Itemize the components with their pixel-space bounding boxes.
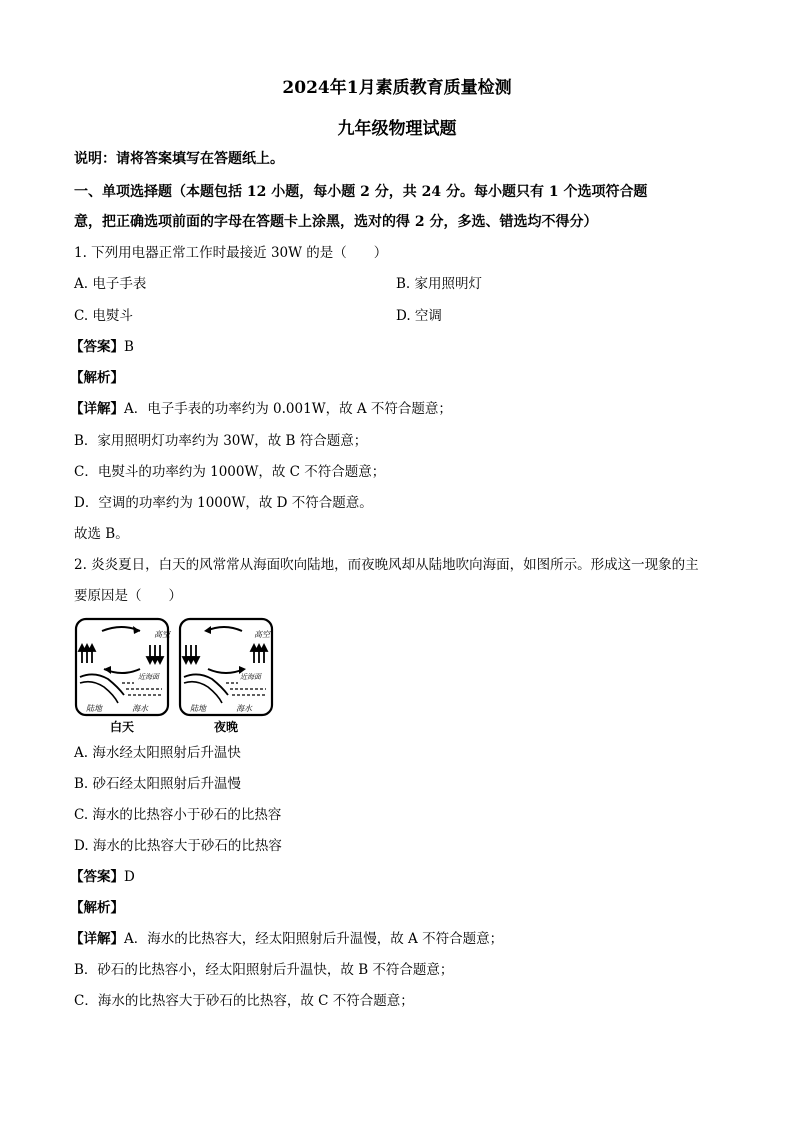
- night-land-label: 陆地: [190, 704, 206, 713]
- q1-detail-2: B．家用照明灯功率约为 30W，故 B 符合题意；: [74, 433, 368, 449]
- q1-option-d: D. 空调: [396, 308, 442, 324]
- q2-option-b: B. 砂石经太阳照射后升温慢: [74, 776, 242, 792]
- night-caption: 夜晚: [213, 720, 239, 734]
- sea-breeze-diagram: [74, 617, 274, 735]
- day-near-sea-label: 近海面: [138, 673, 159, 681]
- night-panel: [180, 619, 272, 715]
- section-heading-line1: 一、单项选择题（本题包括 12 小题，每小题 2 分，共 24 分。每小题只有 1 个选项符合题: [74, 184, 648, 200]
- night-coast-line-1: [184, 674, 228, 695]
- night-sea-label: 海水: [236, 704, 252, 713]
- q2-detail-1-text: A．海水的比热容大，经太阳照射后升温慢，故 A 不符合题意；: [124, 931, 504, 947]
- section-heading-line2: 意，把正确选项前面的字母在答题卡上涂黑，选对的得 2 分，多选、错选均不得分）: [74, 214, 598, 230]
- q1-conclusion: 故选 B。: [74, 526, 129, 542]
- q1-option-b: B. 家用照明灯: [396, 276, 483, 292]
- q1-detail-1-text: A．电子手表的功率约为 0.001W，故 A 不符合题意；: [124, 401, 452, 417]
- q1-detail-4: D．空调的功率约为 1000W，故 D 不符合题意。: [74, 495, 373, 511]
- q2-option-a: A. 海水经太阳照射后升温快: [74, 745, 241, 761]
- q1-answer: [70, 338, 134, 356]
- exam-title: 2024年1月素质教育质量检测: [282, 78, 512, 98]
- q1-option-c: C. 电熨斗: [74, 308, 133, 324]
- q2-option-c: C. 海水的比热容小于砂石的比热容: [74, 807, 282, 823]
- q2-option-d: D. 海水的比热容大于砂石的比热容: [74, 838, 282, 854]
- q1-answer-value: B: [124, 339, 134, 355]
- q2-stem-line2: 要原因是（ ）: [74, 588, 182, 604]
- night-cloud-label: 高空: [254, 630, 270, 639]
- night-sea-surface: [226, 683, 266, 695]
- day-land-label: 陆地: [86, 704, 102, 713]
- q2-answer-label: 【答案】: [70, 869, 124, 885]
- q2-stem-line1: 2. 炎炎夏日，白天的风常常从海面吹向陆地，而夜晚风却从陆地吹向海面，如图所示。形成这一现象的主: [74, 557, 699, 573]
- day-cloud-label: 高空: [154, 630, 170, 639]
- day-caption: 白天: [109, 720, 135, 734]
- night-upper-arrowhead: [204, 626, 211, 634]
- night-lower-arrow: [208, 669, 244, 673]
- day-coast-line-2: [80, 682, 118, 703]
- q1-option-a: A. 电子手表: [74, 276, 147, 292]
- q1-detail-3: C．电熨斗的功率约为 1000W，故 C 不符合题意；: [74, 464, 386, 480]
- night-upper-arrow: [206, 627, 242, 631]
- q2-answer: [70, 868, 135, 886]
- exam-subtitle: 九年级物理试题: [337, 119, 457, 139]
- q2-detail-1: [70, 930, 503, 948]
- day-panel: [76, 619, 172, 715]
- night-coast-line-2: [184, 682, 222, 703]
- night-rising-air: [251, 645, 267, 663]
- instructions-note: 说明：请将答案填写在答题纸上。: [74, 151, 284, 167]
- day-sea-label: 海水: [132, 704, 148, 713]
- day-sea-surface: [122, 683, 162, 695]
- q2-analysis-label: 【解析】: [70, 900, 124, 916]
- q2-detail-2: B．砂石的比热容小，经太阳照射后升温快，故 B 不符合题意；: [74, 962, 454, 978]
- q1-analysis-label: 【解析】: [70, 370, 124, 386]
- q2-detail-3: C．海水的比热容大于砂石的比热容，故 C 不符合题意；: [74, 993, 414, 1009]
- q1-answer-label: 【答案】: [70, 339, 124, 355]
- q1-stem: 1. 下列用电器正常工作时最接近 30W 的是（ ）: [74, 245, 388, 261]
- night-near-sea-label: 近海面: [240, 673, 261, 681]
- q1-detail-1: [70, 400, 452, 418]
- day-sinking-air: [147, 645, 163, 663]
- day-coast-line-1: [80, 674, 124, 695]
- q2-detail-label: 【详解】: [70, 931, 124, 947]
- day-rising-air: [79, 645, 95, 663]
- q2-answer-value: D: [124, 869, 135, 885]
- q1-detail-label: 【详解】: [70, 401, 124, 417]
- night-sinking-air: [183, 645, 199, 663]
